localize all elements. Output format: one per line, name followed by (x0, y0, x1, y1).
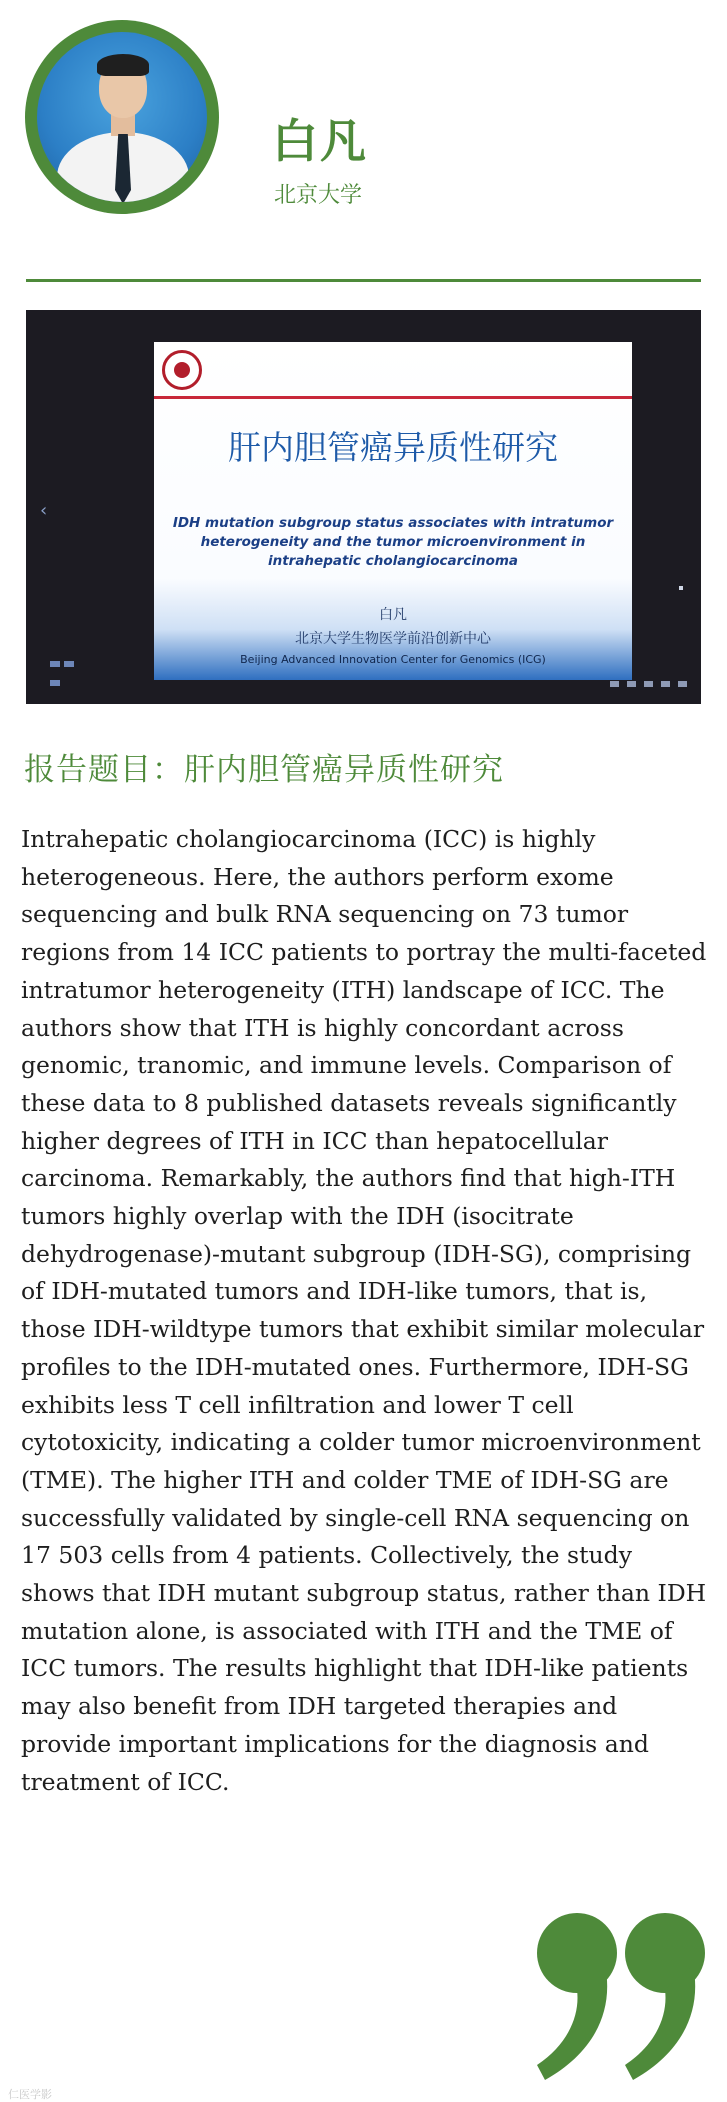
slide-presenter: 白凡 (379, 607, 407, 623)
speaker-name: 白凡 (272, 114, 368, 168)
slide-title: 肝内胆管癌异质性研究 (228, 428, 558, 467)
presentation-slide (154, 342, 632, 680)
slide-institute-en: Beijing Advanced Innovation Center for Genomics (ICG) (240, 653, 546, 666)
video-controls-left[interactable] (48, 654, 88, 690)
speaker-avatar-ring (25, 20, 219, 214)
avatar (37, 32, 207, 202)
watermark: 仁医学影 (8, 2088, 52, 2101)
chevron-left-icon[interactable]: ‹ (40, 500, 48, 521)
slide-institute-cn: 北京大学生物医学前沿创新中心 (295, 631, 491, 647)
closing-quote-icon (535, 1895, 715, 2085)
cursor-dot (679, 586, 683, 590)
video-controls-right[interactable] (606, 672, 691, 691)
slide-subtitle: IDH mutation subgroup status associates with intratumor heterogeneity and the tumor microenvironment in intrahepatic cholangiocarcinoma (172, 515, 614, 569)
slide-divider (154, 396, 632, 399)
lecture-video-frame[interactable] (26, 310, 701, 704)
university-logo-icon (162, 350, 202, 390)
divider (26, 279, 701, 282)
report-title: 报告题目：肝内胆管癌异质性研究 (24, 752, 504, 788)
speaker-affiliation: 北京大学 (274, 183, 363, 208)
abstract-text: Intrahepatic cholangiocarcinoma (ICC) is highly heterogeneous. Here, the authors perform exome sequencing and bulk RNA sequencing on 73 tumor regions from 14 ICC patients to portray the multi-faceted intratumor heterogeneity (ITH) landscape of ICC. The authors show that ITH is highly concordant across genomic, tranomic, and immune levels. Comparison of these data to 8 published datasets reveals significantly higher degrees of ITH in ICC than hepatocellular carcinoma. Remarkably, the authors find that high-ITH tumors highly overlap with the IDH (isocitrate dehydrogenase)-mutant subgroup (IDH-SG), comprising of IDH-mutated tumors and IDH-like tumors, that is, those IDH-wildtype tumors that exhibit similar molecular profiles to the IDH-mutated ones. Furthermore, IDH-SG exhibits less T cell infiltration and lower T cell cytotoxicity, indicating a colder tumor microenvironment (TME). The higher ITH and colder TME of IDH-SG are successfully validated by single-cell RNA sequencing on 17 503 cells from 4 patients. Collectively, the study shows that IDH mutant subgroup status, rather than IDH mutation alone, is associated with ITH and the TME of ICC tumors. The results highlight that IDH-like patients may also benefit from IDH targeted therapies and provide important implications for the diagnosis and treatment of ICC. (21, 825, 707, 1796)
